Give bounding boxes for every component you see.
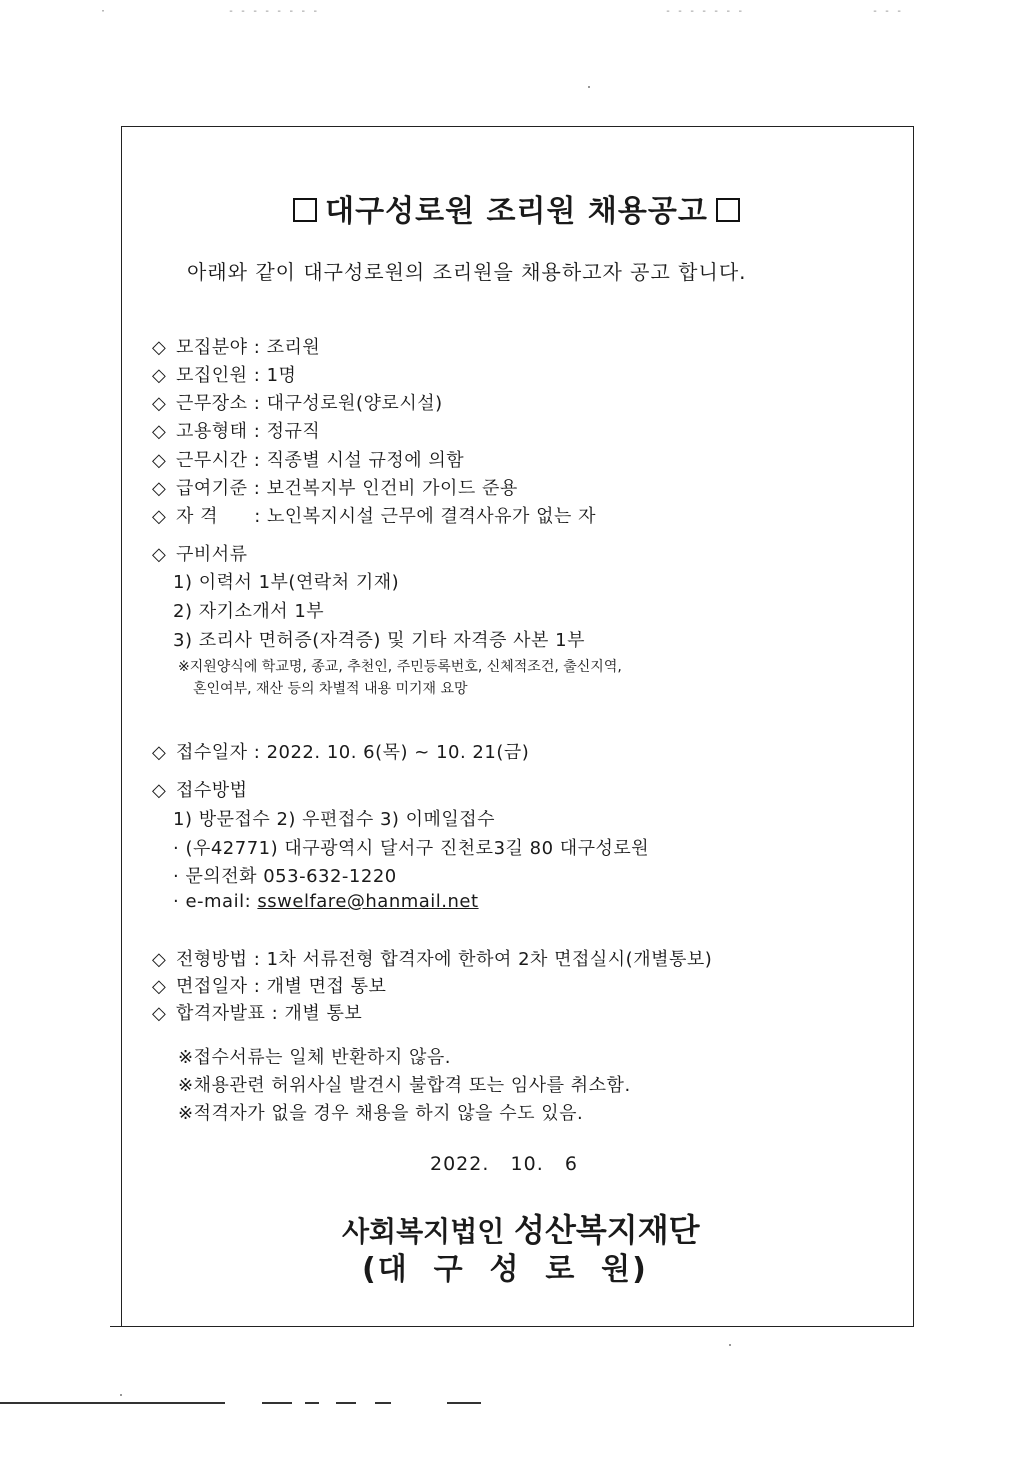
diamond-outline-icon: ◇	[152, 478, 167, 499]
reception-email-row: · e-mail: sswelfare@hanmail.net	[173, 891, 479, 912]
documents-note: ※지원양식에 학교명, 종교, 추천인, 주민등록번호, 신체적조건, 출신지역,	[178, 659, 622, 675]
diamond-outline-icon: ◇	[152, 544, 167, 565]
document-item: 1) 이력서 1부(연락처 기재)	[173, 572, 400, 593]
scan-artifact-line	[375, 1402, 391, 1404]
document-item: 2) 자기소개서 1부	[173, 601, 325, 622]
scan-speck	[588, 86, 590, 88]
page-title	[121, 186, 912, 230]
notice-line: ※접수서류는 일체 반환하지 않음.	[178, 1047, 452, 1068]
diamond-outline-icon: ◇	[152, 506, 167, 527]
selection-row: ◇ 면접일자 : 개별 면접 통보	[152, 976, 387, 997]
intro-text: 아래와 같이 대구성로원의 조리원을 채용하고자 공고 합니다.	[187, 260, 747, 284]
notice-line: ※적격자가 없을 경우 채용을 하지 않을 수도 있음.	[178, 1103, 584, 1124]
diamond-outline-icon: ◇	[152, 1003, 167, 1024]
field-row: ◇ 자 격 : 노인복지시설 근무에 결격사유가 없는 자	[152, 506, 596, 527]
field-row: ◇ 모집분야 : 조리원	[152, 337, 321, 358]
reception-date: ◇ 접수일자 : 2022. 10. 6(목) ~ 10. 21(금)	[152, 742, 530, 763]
diamond-outline-icon: ◇	[152, 393, 167, 414]
diamond-outline-icon: ◇	[152, 976, 167, 997]
scan-speck	[729, 1344, 731, 1346]
square-outline-icon	[716, 198, 740, 222]
field-row: ◇ 급여기준 : 보건복지부 인건비 가이드 준용	[152, 478, 518, 499]
selection-row: ◇ 전형방법 : 1차 서류전형 합격자에 한하여 2차 면접실시(개별통보)	[152, 949, 713, 970]
diamond-outline-icon: ◇	[152, 421, 167, 442]
scan-artifact-line	[447, 1402, 481, 1404]
scan-artifact-line	[0, 1402, 225, 1404]
email-link[interactable]: sswelfare@hanmail.net	[257, 891, 479, 912]
reception-method-heading: ◇ 접수방법	[152, 780, 248, 801]
diamond-outline-icon: ◇	[152, 365, 167, 386]
documents-heading: ◇ 구비서류	[152, 544, 248, 565]
notice-frame-bottom	[110, 1326, 913, 1327]
field-row: ◇ 모집인원 : 1명	[152, 365, 297, 386]
organization-name: 사회복지법인 성산복지재단	[342, 1211, 700, 1249]
diamond-outline-icon: ◇	[152, 337, 167, 358]
diamond-outline-icon: ◇	[152, 450, 167, 471]
reception-methods: 1) 방문접수 2) 우편접수 3) 이메일접수	[173, 809, 496, 830]
document-item: 3) 조리사 면허증(자격증) 및 기타 자격증 사본 1부	[173, 630, 586, 651]
fax-header-strip: · - - - - - - - - - - - - - - - - - -	[100, 6, 903, 17]
organization-sub: (대 구 성 로 원)	[362, 1252, 648, 1287]
documents-note: 혼인여부, 재산 등의 차별적 내용 미기재 요망	[193, 681, 468, 697]
notice-line: ※채용관련 허위사실 발견시 불합격 또는 임사를 취소함.	[178, 1075, 631, 1096]
notice-frame	[121, 126, 914, 1327]
diamond-outline-icon: ◇	[152, 949, 167, 970]
diamond-outline-icon: ◇	[152, 780, 167, 801]
title-text: 대구성로원 조리원 채용공고	[325, 194, 708, 229]
selection-row: ◇ 합격자발표 : 개별 통보	[152, 1003, 363, 1024]
scan-artifact-line	[262, 1402, 292, 1404]
reception-address: · (우42771) 대구광역시 달서구 진천로3길 80 대구성로원	[173, 838, 650, 859]
diamond-outline-icon: ◇	[152, 742, 167, 763]
field-row: ◇ 근무장소 : 대구성로원(양로시설)	[152, 393, 443, 414]
scan-speck	[120, 1394, 122, 1396]
issue-date: 2022. 10. 6	[430, 1153, 578, 1175]
reception-phone: · 문의전화 053-632-1220	[173, 866, 397, 887]
field-row: ◇ 고용형태 : 정규직	[152, 421, 321, 442]
scan-artifact-line	[305, 1402, 319, 1404]
scan-artifact-line	[336, 1402, 356, 1404]
field-row: ◇ 근무시간 : 직종별 시설 규정에 의함	[152, 450, 465, 471]
square-outline-icon	[293, 198, 317, 222]
